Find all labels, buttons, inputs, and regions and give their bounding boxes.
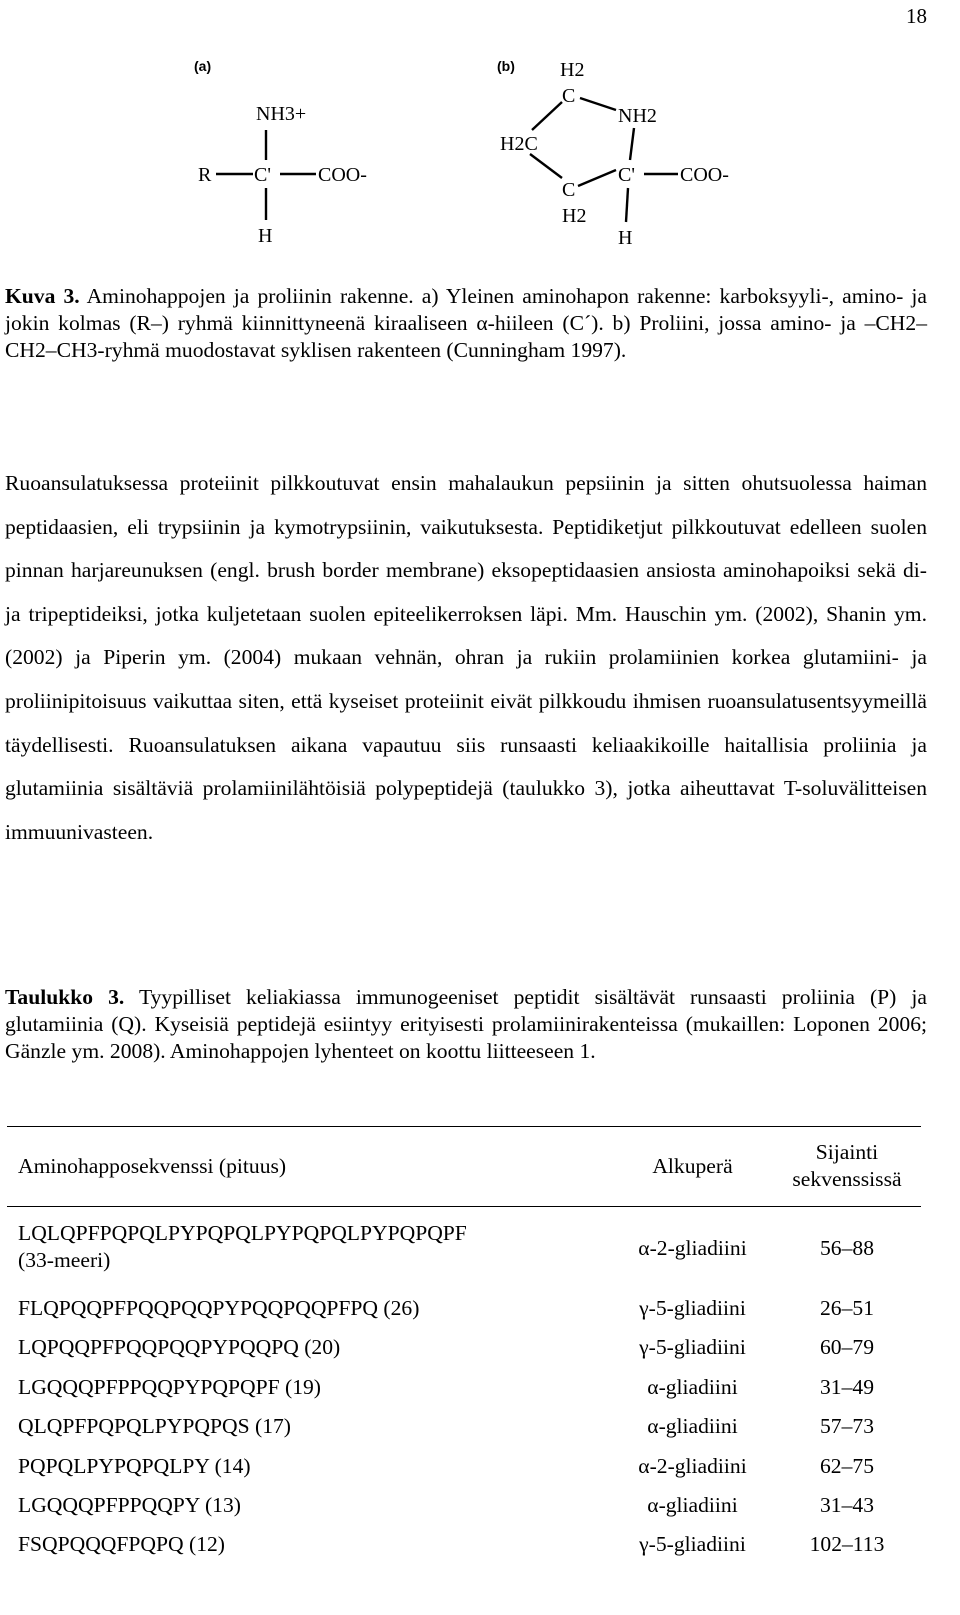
table-row-position: 57–73: [820, 1414, 874, 1438]
table-row-origin: γ-5-gliadiini: [639, 1335, 746, 1359]
r-group: R: [198, 164, 212, 186]
figure-caption-label: Kuva 3.: [5, 284, 80, 308]
table-row-sequence: LGQQQPFPPQQPYPQPQPF (19): [18, 1375, 321, 1399]
amino-acid-structure-figure: [190, 50, 750, 250]
table-row-position: 26–51: [820, 1296, 874, 1320]
alpha-carbon-a: C': [254, 164, 271, 186]
page-number: 18: [906, 4, 927, 28]
hydrogen-a: H: [258, 225, 273, 247]
h2-bottom: H2: [562, 205, 587, 227]
table-row-position: 102–113: [809, 1532, 885, 1556]
bond-ctop-h2c: [532, 102, 562, 130]
bond-h2c-cbottom: [530, 154, 562, 178]
table-row-origin: γ-5-gliadiini: [639, 1532, 746, 1556]
table-row-sequence: LGQQQPFPPQQPY (13): [18, 1493, 241, 1517]
bond-calpha-h-b: [626, 188, 628, 222]
sequence-line2: (33-meeri): [18, 1248, 111, 1272]
table-caption: [5, 984, 927, 1065]
figure-a-label: (a): [194, 58, 212, 74]
table-top-rule: [7, 1126, 921, 1127]
bond-cbottom-calpha: [578, 170, 616, 186]
bond-ctop-n: [580, 98, 616, 110]
table-row-origin: α-gliadiini: [647, 1375, 738, 1399]
table-row-sequence: [18, 1220, 598, 1274]
table-row-sequence: LQPQQPFPQQPQQPYPQQPQ (20): [18, 1335, 341, 1359]
header-position-line2: sekvenssissä: [792, 1167, 902, 1191]
table-row-origin: α-2-gliadiini: [638, 1454, 747, 1478]
table-row-position: 31–49: [820, 1375, 874, 1399]
structure-b: [500, 59, 729, 249]
structure-a: [198, 103, 367, 247]
table-row-position: 62–75: [820, 1454, 874, 1478]
table-row-sequence: PQPQLPYPQPQLPY (14): [18, 1454, 251, 1478]
h2-top: H2: [560, 59, 585, 81]
c-bottom: C: [562, 179, 576, 201]
h2c-group: H2C: [500, 133, 538, 155]
body-paragraph: Ruoansulatuksessa proteiinit pilkkoutuvat ensin mahalaukun pepsiinin ja sitten ohutsuolessa haiman peptidaasien, eli trypsiinin ja kymotrypsiinin, vaikutuksesta. Peptidiketjut pilkkoutuvat edelleen suolen pinnan harjareunuksen (engl. brush border membrane) eksopeptidaasien ansiosta aminohapoiksi sekä di- ja tripeptideiksi, jotka kuljetetaan suolen epiteelikerroksen läpi. Mm. Hauschin ym. (2002), Shanin ym. (2002) ja Piperin ym. (2004) mukaan vehnän, ohran ja rukiin prolamiinien korkea glutamiini- ja proliinipitoisuus vaikuttaa siten, että kyseiset proteiinit eivät pilkkoudu ihmisen ruoansulatusentsyymeillä täydellisesti. Ruoansulatuksen aikana vapautuu siis runsaasti keliaakikoille haitallisia proliinia ja glutamiinia sisältäviä prolamiinilähtöisiä polypeptidejä (taulukko 3), jotka aiheuttavat T-soluvälitteisen immuunivasteen.: [5, 471, 927, 844]
hydrogen-b: H: [618, 227, 633, 249]
table-row-position: 56–88: [820, 1236, 874, 1260]
nh2-group: NH2: [618, 105, 657, 127]
header-position: [772, 1139, 922, 1193]
bond-n-calpha: [630, 128, 634, 160]
table-caption-text: Tyypilliset keliakiassa immunogeeniset peptidit sisältävät runsaasti proliinia (P) ja glutamiinia (Q). Kyseisiä peptidejä esiintyy erityisesti prolamiinirakenteissa (mukaillen: Loponen 2006; Gänzle ym. 2008). Aminohappojen lyhenteet on koottu liitteeseen 1.: [5, 985, 927, 1063]
header-position-line1: Sijainti: [815, 1140, 879, 1164]
figure-caption-text: Aminohappojen ja proliinin rakenne. a) Yleinen aminohapon rakenne: karboksyyli-, amino- ja jokin kolmas (R–) ryhmä kiinnittyneenä kiraaliseen α-hiileen (C´). b) Proliini, jossa amino- ja –CH2–CH2–CH3-ryhmä muodostavat syklisen rakenteen (Cunningham 1997).: [5, 284, 927, 362]
figure-b-label: (b): [497, 58, 515, 74]
figure-caption: [5, 283, 927, 364]
nh3-group: NH3+: [256, 103, 307, 125]
header-sequence: Aminohapposekvenssi (pituus): [18, 1154, 287, 1178]
header-origin: Alkuperä: [652, 1154, 733, 1178]
table-header-rule: [7, 1206, 921, 1207]
table-row-origin: γ-5-gliadiini: [639, 1296, 746, 1320]
table-row-position: 60–79: [820, 1335, 874, 1359]
carboxylate-b: COO-: [680, 164, 729, 186]
table-row-origin: α-gliadiini: [647, 1493, 738, 1517]
alpha-carbon-b: C': [618, 164, 635, 186]
c-top: C: [562, 85, 576, 107]
sequence-line1: LQLQPFPQPQLPYPQPQLPYPQPQLPYPQPQPF: [18, 1221, 467, 1245]
table-row-sequence: QLQPFPQPQLPYPQPQS (17): [18, 1414, 291, 1438]
table-row-position: 31–43: [820, 1493, 874, 1517]
table-row-origin: α-2-gliadiini: [638, 1236, 747, 1260]
table-caption-label: Taulukko 3.: [5, 985, 125, 1009]
table-row-origin: α-gliadiini: [647, 1414, 738, 1438]
table-row-sequence: FSQPQQQFPQPQ (12): [18, 1532, 225, 1556]
table-row-sequence: FLQPQQPFPQQPQQPYPQQPQQPFPQ (26): [18, 1296, 420, 1320]
carboxylate-a: COO-: [318, 164, 367, 186]
